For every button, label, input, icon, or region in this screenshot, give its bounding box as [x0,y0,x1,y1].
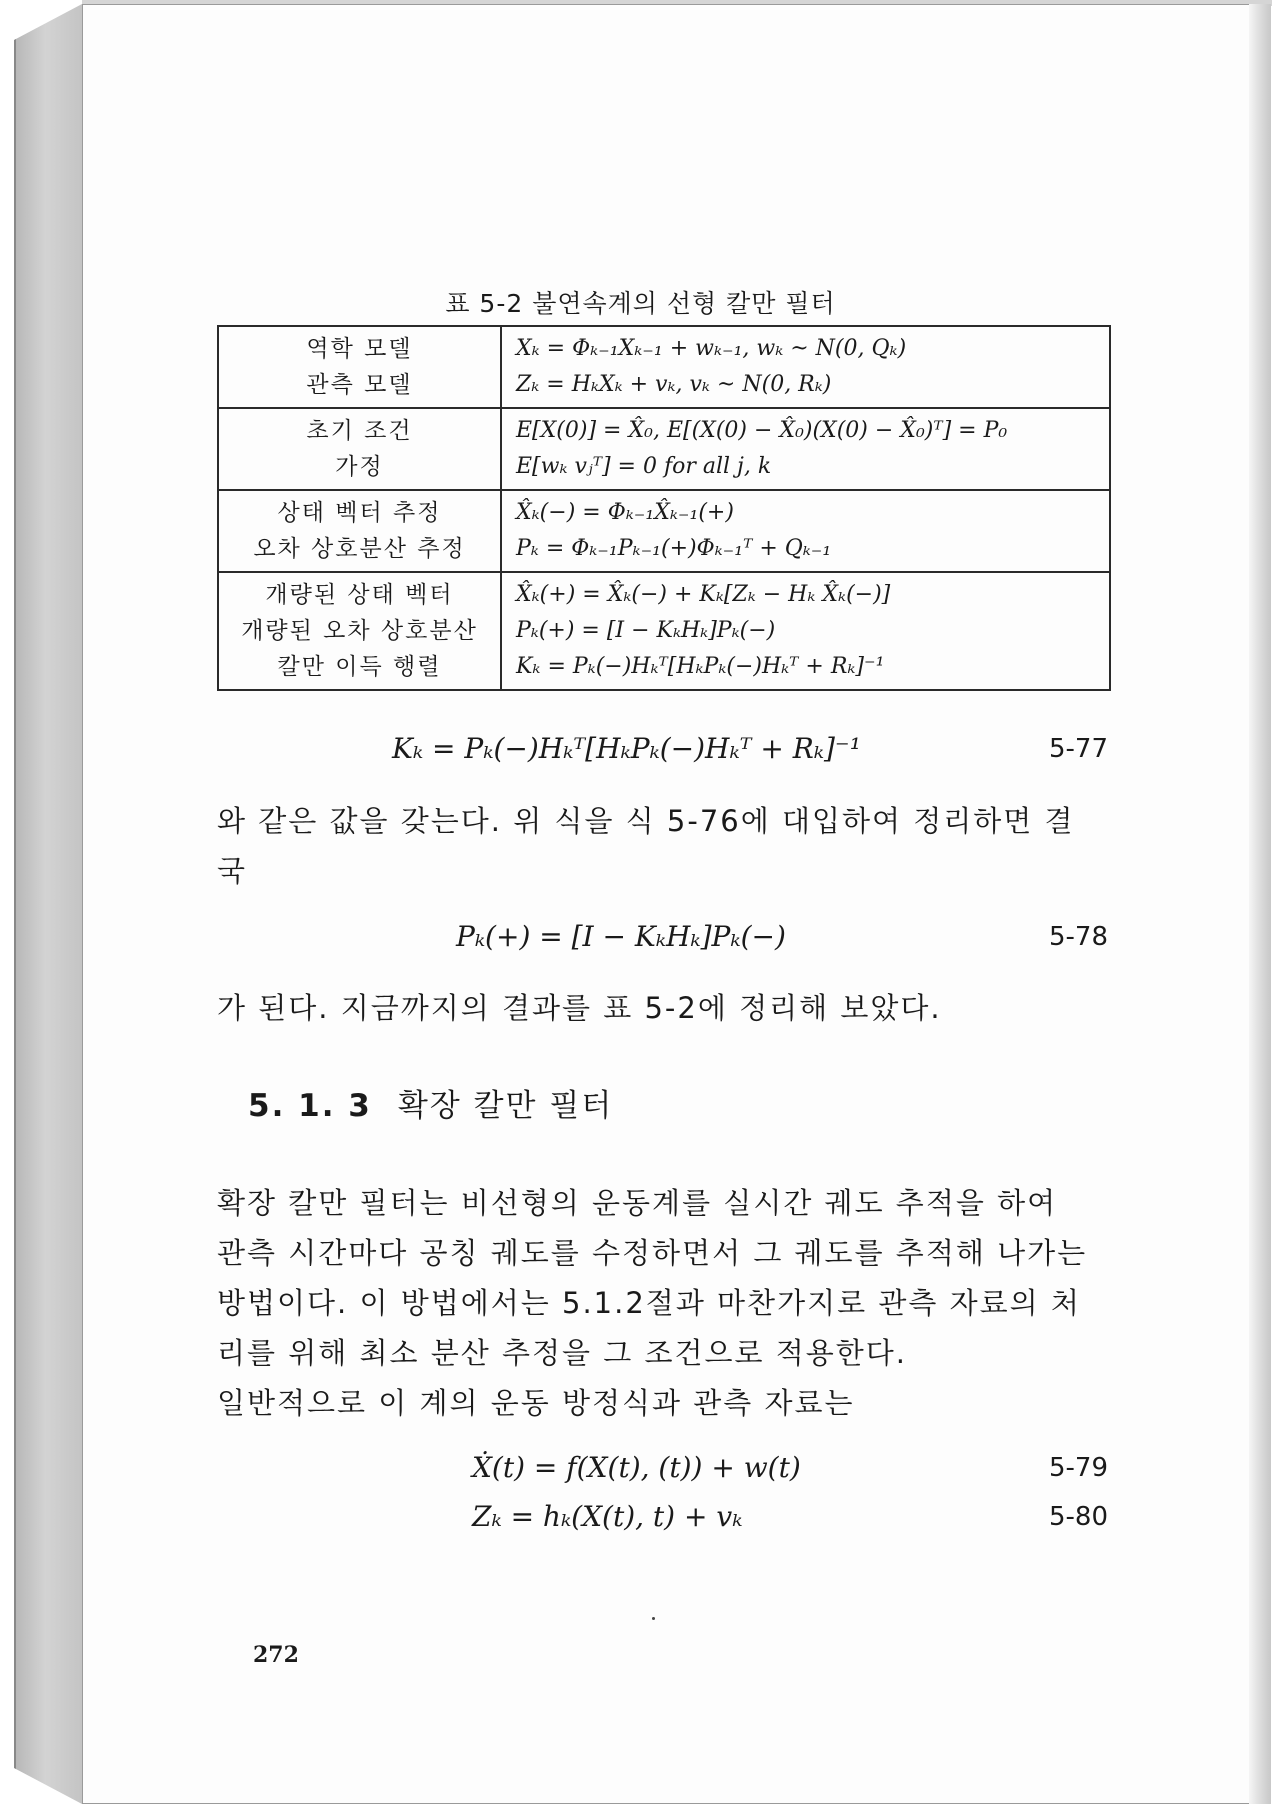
table-equation-cell [501,572,1110,690]
label-observation-model: 관측 모델 [306,372,413,398]
equation-state-extrapolation: X̂ₖ(−) = Φₖ₋₁X̂ₖ₋₁(+) [516,500,734,525]
label-updated-state: 개량된 상태 벡터 [265,582,454,608]
section-title: 확장 칼만 필터 [397,1088,614,1124]
book-page-edge [1249,4,1271,1804]
print-speck [652,1617,655,1620]
table-equation-cell [501,326,1110,408]
label-updated-covariance: 개량된 오차 상호분산 [241,618,478,644]
equation-number-5-80: 5-80 [1049,1502,1109,1532]
book-spine [14,4,82,1804]
equation-5-79: Ẋ(t) = f(X(t), (t)) + w(t) [472,1451,801,1484]
paragraph-line: 확장 칼만 필터는 비선형의 운동계를 실시간 궤도 추적을 하여 [217,1186,1058,1220]
label-dynamics-model: 역학 모델 [306,336,413,362]
label-assumption: 가정 [335,454,384,480]
paragraph-line: 와 같은 값을 갖는다. 위 식을 식 5-76에 대입하여 정리하면 결 [217,804,1075,838]
equation-covariance-update: Pₖ(+) = [I − KₖHₖ]Pₖ(−) [516,618,776,643]
table-label-cell [218,326,501,408]
table-label-cell [218,572,501,690]
table-row [218,572,1110,690]
section-heading [248,1080,613,1125]
table-label-cell [218,490,501,572]
table-equation-cell [501,408,1110,490]
paragraph-line: 일반적으로 이 계의 운동 방정식과 관측 자료는 [217,1386,855,1420]
paragraph-line: 국 [217,854,248,888]
paragraph-line: 가 된다. 지금까지의 결과를 표 5-2에 정리해 보았다. [217,991,942,1025]
equation-number-5-78: 5-78 [1049,922,1109,952]
paragraph-line: 리를 위해 최소 분산 추정을 그 조건으로 적용한다. [217,1336,908,1370]
page-number: 272 [253,1642,299,1668]
table-label-cell [218,408,501,490]
equation-state-update: X̂ₖ(+) = X̂ₖ(−) + Kₖ[Zₖ − Hₖ X̂ₖ(−)] [516,582,891,607]
equation-assumption: E[wₖ vⱼᵀ] = 0 for all j, k [516,454,772,479]
table-caption: 표 5-2 불연속계의 선형 칼만 필터 [445,289,836,318]
kalman-filter-table [217,325,1111,691]
equation-5-78: Pₖ(+) = [I − KₖHₖ]Pₖ(−) [456,920,786,953]
equation-dynamics: Xₖ = Φₖ₋₁Xₖ₋₁ + wₖ₋₁, wₖ ~ N(0, Qₖ) [516,336,907,361]
table-row [218,490,1110,572]
paragraph-line: 관측 시간마다 공칭 궤도를 수정하면서 그 궤도를 추적해 나가는 [217,1236,1088,1270]
table-row [218,408,1110,490]
label-state-estimate: 상태 벡터 추정 [277,500,442,526]
equation-number-5-79: 5-79 [1049,1453,1109,1483]
label-kalman-gain: 칼만 이득 행렬 [277,654,442,680]
equation-5-77: Kₖ = Pₖ(−)Hₖᵀ[HₖPₖ(−)Hₖᵀ + Rₖ]⁻¹ [392,732,861,765]
paragraph-line: 방법이다. 이 방법에서는 5.1.2절과 마찬가지로 관측 자료의 처 [217,1286,1081,1320]
equation-initial-conditions: E[X(0)] = X̂₀, E[(X(0) − X̂₀)(X(0) − X̂₀)ᵀ] = P₀ [516,418,1008,443]
table-equation-cell [501,490,1110,572]
book-page [82,4,1267,1804]
label-initial-conditions: 초기 조건 [306,418,413,444]
section-number: 5. 1. 3 [248,1088,372,1124]
label-covariance-estimate: 오차 상호분산 추정 [253,536,466,562]
table-row [218,326,1110,408]
equation-observation: Zₖ = HₖXₖ + vₖ, vₖ ~ N(0, Rₖ) [516,372,832,397]
equation-5-80: Zₖ = hₖ(X(t), t) + vₖ [472,1500,743,1533]
equation-number-5-77: 5-77 [1049,734,1109,764]
equation-kalman-gain: Kₖ = Pₖ(−)Hₖᵀ[HₖPₖ(−)Hₖᵀ + Rₖ]⁻¹ [516,654,885,679]
equation-covariance-extrapolation: Pₖ = Φₖ₋₁Pₖ₋₁(+)Φₖ₋₁ᵀ + Qₖ₋₁ [516,536,832,561]
